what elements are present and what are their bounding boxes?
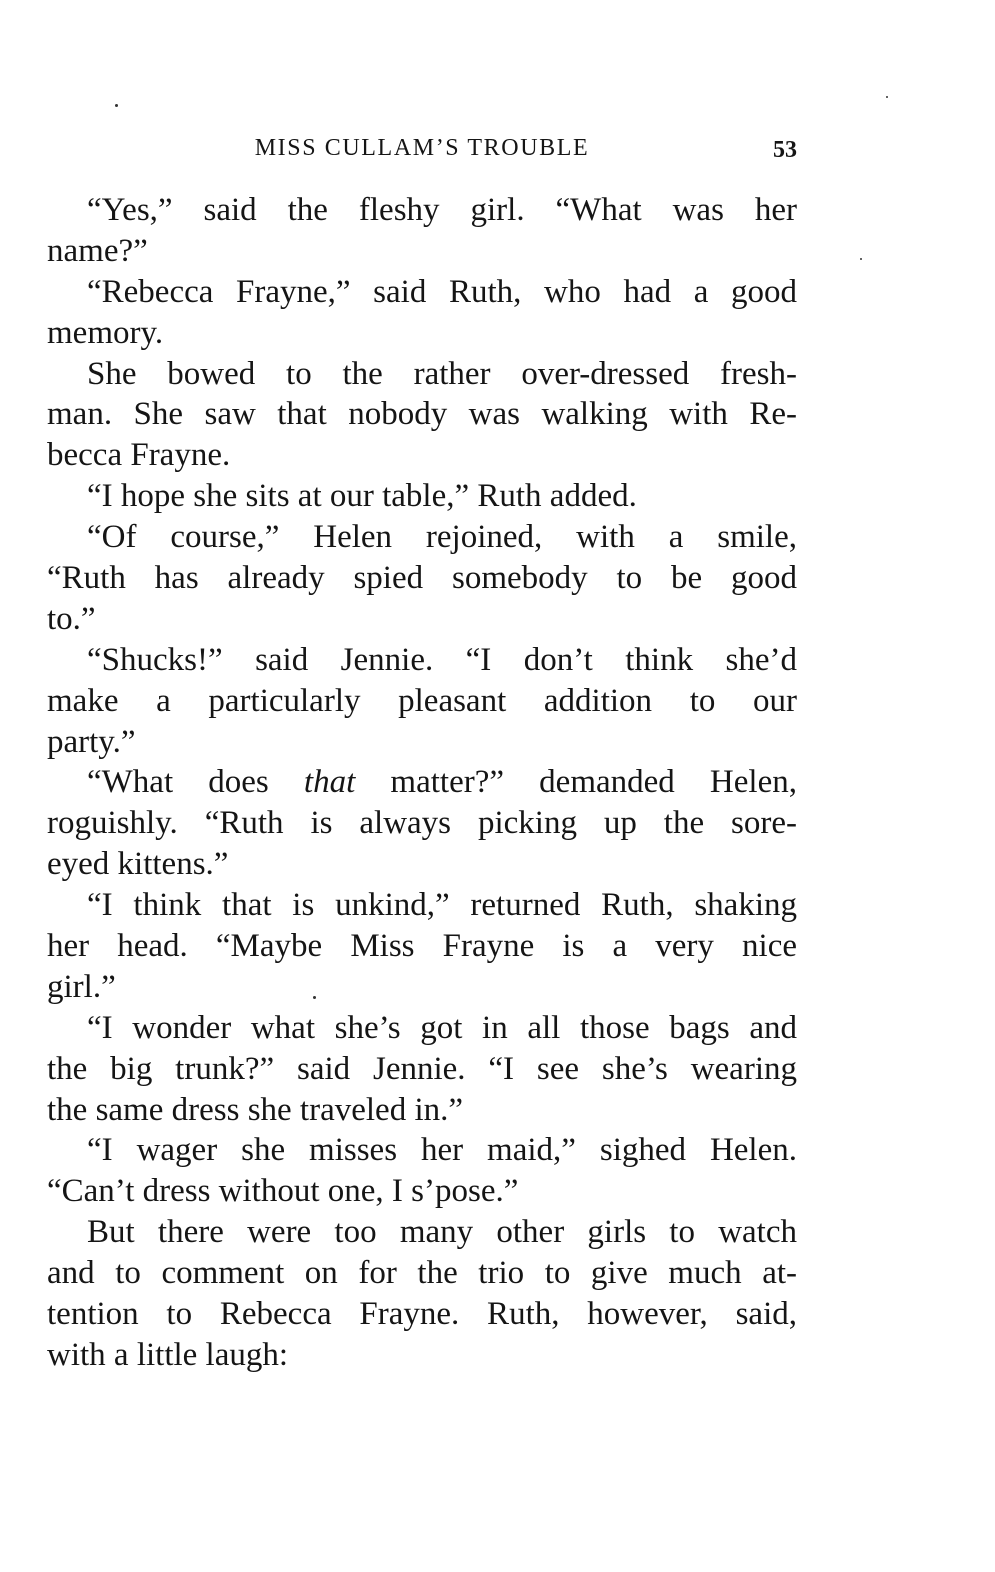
line-text: memory.: [47, 314, 164, 351]
line-text: and to comment on for the trio to give much at-: [47, 1255, 797, 1292]
text-line: [47, 190, 797, 231]
line-text: “What does: [87, 764, 304, 801]
text-line: [47, 1294, 797, 1335]
text-line: [47, 1090, 797, 1131]
line-text: But there were too many other girls to watch: [87, 1214, 797, 1251]
line-text: man. She saw that nobody was walking with Re-: [47, 396, 797, 433]
text-line: [47, 1130, 797, 1171]
text-line: [47, 272, 797, 313]
text-line: [47, 967, 797, 1008]
page-number: 53: [773, 137, 797, 163]
line-text: make a particularly pleasant addition to our: [47, 682, 797, 719]
line-text: “Of course,” Helen rejoined, with a smile,: [87, 519, 797, 556]
line-text: She bowed to the rather over-dressed fresh-: [87, 355, 797, 392]
line-text: “Rebecca Frayne,” said Ruth, who had a good: [87, 273, 797, 310]
text-line: [47, 476, 797, 517]
line-text: “I wonder what she’s got in all those bags and: [87, 1009, 797, 1046]
text-line: [47, 722, 797, 763]
line-text: the big trunk?” said Jennie. “I see she’s wearing: [47, 1050, 797, 1087]
line-text: tention to Rebecca Frayne. Ruth, however, said,: [47, 1296, 797, 1333]
line-text: “I hope she sits at our table,” Ruth added.: [87, 478, 637, 515]
print-speck: [313, 996, 316, 999]
line-text-italic: that: [303, 764, 356, 801]
text-line: [47, 803, 797, 844]
line-text: to.”: [47, 600, 96, 637]
line-text: “Ruth has already spied somebody to be good: [47, 560, 797, 597]
line-text: party.”: [47, 723, 136, 760]
line-text: name?”: [47, 232, 148, 269]
text-line: [47, 1212, 797, 1253]
text-line: [47, 231, 797, 272]
text-line: [47, 762, 797, 803]
line-text: “I wager she misses her maid,” sighed Helen.: [87, 1132, 797, 1169]
text-line: [47, 885, 797, 926]
text-line: [47, 313, 797, 354]
text-line: [47, 558, 797, 599]
line-text: girl.”: [47, 968, 116, 1005]
text-line: [47, 1008, 797, 1049]
print-speck: [886, 96, 888, 98]
text-line: [47, 681, 797, 722]
line-text: “Yes,” said the fleshy girl. “What was her: [87, 192, 797, 228]
text-line: [47, 640, 797, 681]
line-text: “I think that is unkind,” returned Ruth, shaking: [87, 887, 797, 924]
line-text: with a little laugh:: [47, 1336, 289, 1373]
running-head: [47, 133, 797, 167]
text-line: [47, 1049, 797, 1090]
text-line: [47, 394, 797, 435]
text-line: [47, 1335, 797, 1376]
text-line: [47, 844, 797, 885]
line-text-after: matter?” demanded Helen,: [355, 764, 797, 801]
body-text: [47, 190, 797, 1376]
running-title: MISS CULLAM’S TROUBLE: [254, 135, 590, 161]
print-speck: [115, 104, 118, 107]
text-line: [47, 1253, 797, 1294]
line-text: the same dress she traveled in.”: [47, 1091, 464, 1128]
line-text: roguishly. “Ruth is always picking up the sore-: [47, 805, 797, 842]
line-text: becca Frayne.: [47, 437, 231, 474]
line-text: eyed kittens.”: [47, 846, 229, 883]
line-text: “Can’t dress without one, I s’pose.”: [47, 1173, 519, 1210]
text-line: [47, 435, 797, 476]
line-text: “Shucks!” said Jennie. “I don’t think she’d: [87, 641, 797, 678]
text-line: [47, 926, 797, 967]
text-line: [47, 354, 797, 395]
print-speck: [860, 258, 862, 260]
text-line: [47, 517, 797, 558]
text-line: [47, 1171, 797, 1212]
line-text: her head. “Maybe Miss Frayne is a very nice: [47, 928, 797, 965]
text-line: [47, 599, 797, 640]
